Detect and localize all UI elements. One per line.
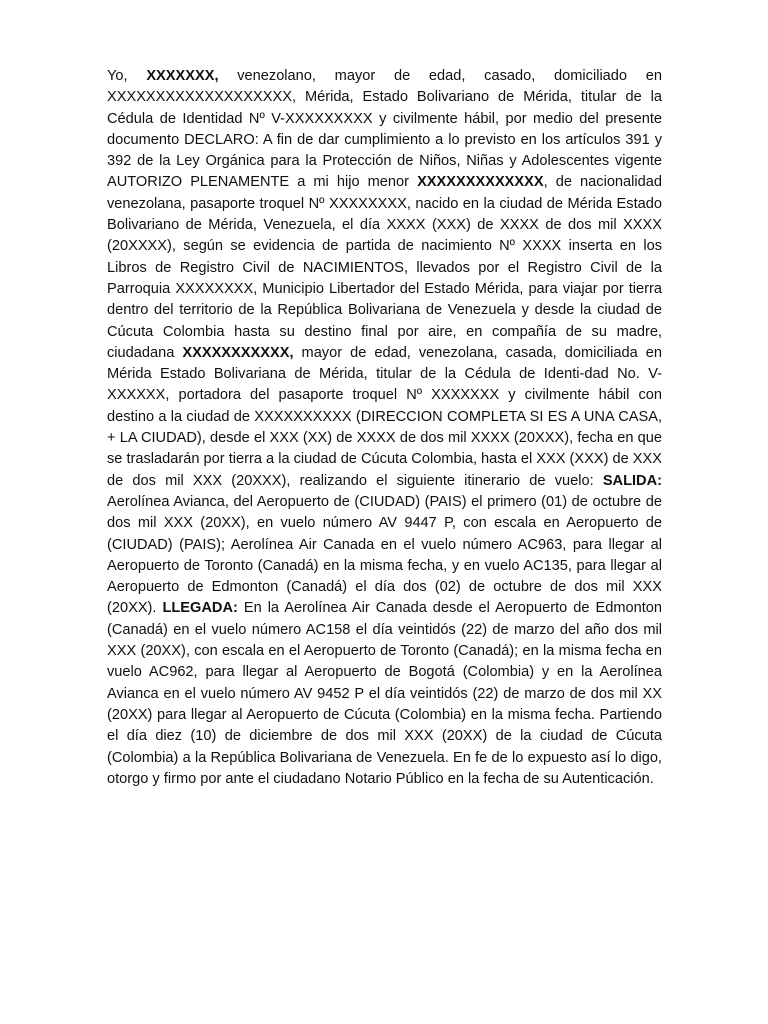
- declaration-paragraph: [107, 66, 662, 790]
- declarant-name: XXXXXXX,: [146, 68, 219, 84]
- mother-name: XXXXXXXXXXX,: [182, 344, 294, 361]
- text-segment: , de nacionalidad venezolana, pasaporte troquel Nº XXXXXXXX, nacido en la ciudad de Mérida Estado Bolivariano de Mérida, Venezuela, el día XXXX (XXX) de XXXX de dos mil XXXX (20XXXX), según se evidencia de partida de nacimiento Nº XXXX inserta en los Libros de Registro Civil de NACIMIENTOS, llevados por el Registro Civil de la Parroquia XXXXXXXX, Municipio Libertador del Estado Mérida, para viajar por tierra dentro del territorio de la República Bolivariana de Venezuela y desde la ciudad de Cúcuta Colombia hasta su destino final por aire, en compañía de su madre, ciudadana: [107, 174, 662, 361]
- minor-name: XXXXXXXXXXXXX: [417, 174, 544, 191]
- text-segment: Aerolínea Avianca, del Aeropuerto de (CIUDAD) (PAIS) el primero (01) de octubre de dos mil XXX (20XX), en vuelo número AV 9447 P, con escala en Aeropuerto de (CIUDAD) (PAIS); Aerolínea Air Canada en el vuelo número AC963, para llegar al Aeropuerto de Toronto (Canadá) en la misma fecha, y en vuelo AC135, para llegar al Aeropuerto de Edmonton (Canadá) el día dos (02) de octubre de dos mil XXX (20XX).: [107, 493, 662, 617]
- text-segment: Yo,: [107, 68, 147, 84]
- text-segment: En la Aerolínea Air Canada desde el Aeropuerto de Edmonton (Canadá) en el vuelo número AC158 el día veintidós (22) de marzo del año dos mil XXX (20XX), con escala en el Aeropuerto de Toronto (Canadá); en la misma fecha en vuelo AC962, para llegar al Aeropuerto de Bogotá (Colombia) y en la Aerolínea Avianca en el vuelo número AV 9452 P el día veintidós (22) de marzo de dos mil XX (20XX) para llegar al Aeropuerto de Cúcuta (Colombia) en la misma fecha. Partiendo el día diez (10) de diciembre de dos mil XXX (20XX) de la ciudad de Cúcuta (Colombia) a la República Bolivariana de Venezuela. En fe de lo expuesto así lo digo, otorgo y firmo por ante el ciudadano Notario Público en la fecha de su Autenticación.: [107, 600, 663, 787]
- document-page: [107, 66, 662, 790]
- arrival-label: LLEGADA:: [162, 600, 238, 617]
- text-segment: mayor de edad, venezolana, casada, domiciliada en Mérida Estado Bolivariana de Mérida, titular de la Cédula de Identi-dad No. V-XXXXXX, portadora del pasaporte troquel Nº XXXXXXX y civilmente hábil con destino a la ciudad de XXXXXXXXXX (DIRECCION COMPLETA SI ES A UNA CASA, + LA CIUDAD), desde el XXX (XX) de XXXX de dos mil XXXX (20XXX), fecha en que se trasladarán por tierra a la ciudad de Cúcuta Colombia, hasta el XXX (XXX) de XXX de dos mil XXX (20XXX), realizando el siguiente itinerario de vuelo:: [107, 344, 662, 489]
- departure-label: SALIDA:: [602, 472, 662, 489]
- text-segment: venezolano, mayor de edad, casado, domiciliado en XXXXXXXXXXXXXXXXXXX, Mérida, Estado Bolivariano de Mérida, titular de la Cédula de Identidad Nº V-XXXXXXXXX y civilmente hábil, por medio del presente documento DECLARO: A fin de dar cumplimiento a lo previsto en los artículos 391 y 392 de la Ley Orgánica para la Protección de Niños, Niñas y Adolescentes vigente AUTORIZO PLENAMENTE a mi hijo menor: [107, 68, 662, 191]
